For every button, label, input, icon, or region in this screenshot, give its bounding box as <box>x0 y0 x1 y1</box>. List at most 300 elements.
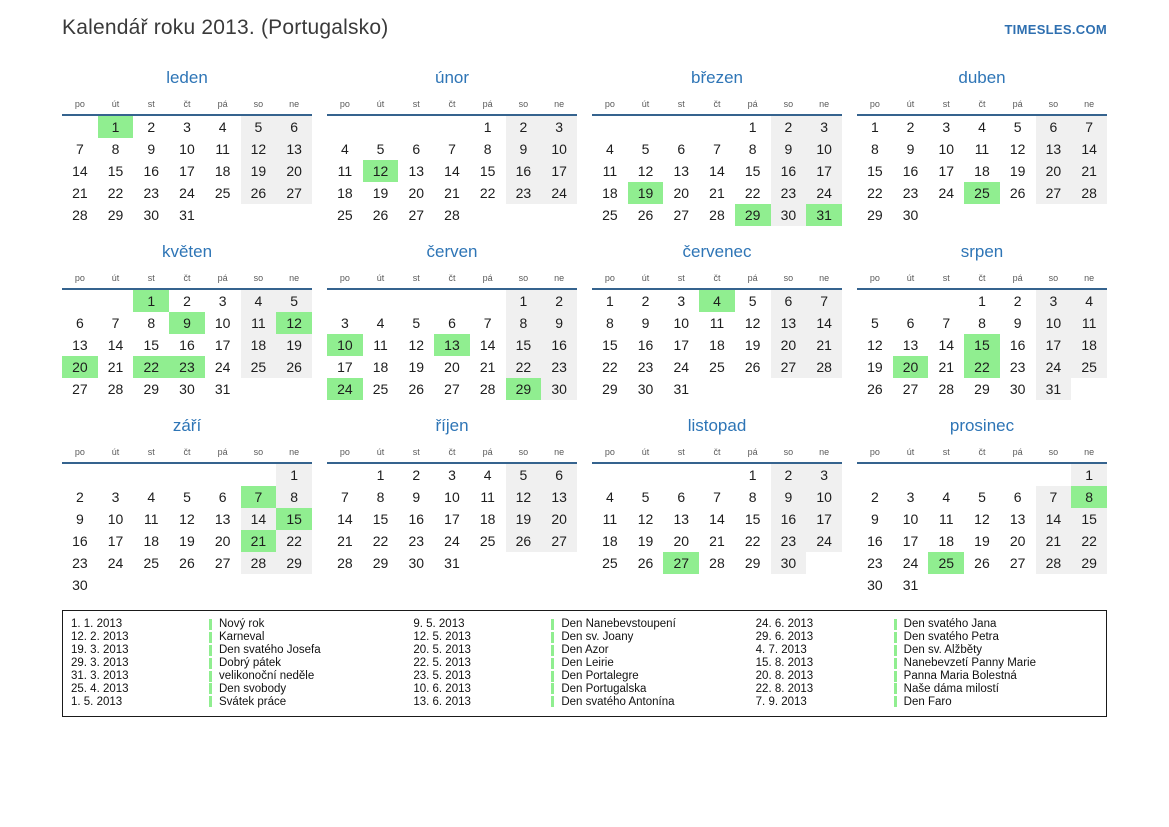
month-červenec <box>592 242 842 400</box>
weekday-header: pá <box>747 99 758 109</box>
holiday-marker-icon <box>894 645 897 656</box>
weekday-header: so <box>783 447 794 457</box>
day-cell: 11 <box>215 141 230 157</box>
day-cell: 12 <box>637 511 654 527</box>
legend-date: 12. 5. 2013 <box>413 631 471 644</box>
day-cell: 20 <box>444 359 460 375</box>
week-row <box>857 486 1107 508</box>
legend-date: 23. 5. 2013 <box>413 670 471 682</box>
empty-cell <box>276 574 312 596</box>
day-cell: 29 <box>1071 552 1107 574</box>
day-cell: 5 <box>506 463 542 486</box>
day-cell: 16 <box>408 511 425 527</box>
weekday-header: po <box>74 99 85 109</box>
day-cell: 18 <box>602 533 618 549</box>
day-cell: 19 <box>1009 163 1026 179</box>
week-row <box>857 182 1107 204</box>
day-cell: 16 <box>506 160 542 182</box>
weekday-header: so <box>253 447 264 457</box>
legend-date: 9. 5. 2013 <box>413 618 465 631</box>
day-cell: 5 <box>978 489 986 505</box>
weekday-header: st <box>412 99 420 109</box>
legend-holiday-name: Nový rok <box>219 618 265 631</box>
day-cell: 14 <box>709 511 725 527</box>
day-cell: 4 <box>340 141 349 157</box>
day-cell: 21 <box>1071 160 1107 182</box>
empty-cell <box>699 378 735 400</box>
legend-date: 19. 3. 2013 <box>71 644 129 657</box>
legend-holiday-name: Den Portugalska <box>561 682 647 695</box>
day-cell: 17 <box>902 533 919 549</box>
day-cell: 23 <box>902 185 919 201</box>
empty-cell <box>470 204 506 226</box>
legend-date: 20. 8. 2013 <box>755 670 814 682</box>
day-cell: 6 <box>276 115 312 138</box>
empty-cell <box>276 204 312 226</box>
weekday-header-row-wrap <box>327 268 577 289</box>
legend-item <box>71 682 413 695</box>
weekday-header: ne <box>554 99 565 109</box>
holiday-marker-icon <box>894 671 897 682</box>
day-cell: 10 <box>806 138 842 160</box>
weekday-header: po <box>604 273 615 283</box>
day-cell: 27 <box>541 530 577 552</box>
day-cell: 15 <box>506 334 542 356</box>
day-cell: 11 <box>1071 312 1107 334</box>
day-cell: 28 <box>241 552 277 574</box>
day-cell: 30 <box>1009 381 1026 397</box>
month-prosinec <box>857 416 1107 596</box>
week-row <box>857 463 1107 486</box>
legend-item <box>756 670 1098 683</box>
month-title: květen <box>161 242 213 261</box>
empty-cell <box>398 289 434 312</box>
day-cell: 21 <box>337 533 353 549</box>
day-cell: 23 <box>771 530 807 552</box>
legend-item <box>756 695 1098 708</box>
day-cell: 4 <box>241 289 277 312</box>
day-cell: 19 <box>974 533 990 549</box>
empty-cell <box>928 289 964 312</box>
day-cell: 11 <box>143 511 159 527</box>
day-cell: 14 <box>806 312 842 334</box>
weekday-header: po <box>869 99 880 109</box>
day-cell: 29 <box>867 207 883 223</box>
empty-cell <box>592 115 628 138</box>
day-cell: 22 <box>479 185 496 201</box>
week-row <box>857 508 1107 530</box>
empty-cell <box>470 289 506 312</box>
empty-cell <box>1000 574 1036 596</box>
day-cell: 28 <box>444 207 460 223</box>
day-cell: 4 <box>699 289 735 312</box>
day-cell: 29 <box>744 555 761 571</box>
empty-cell <box>327 289 363 312</box>
day-cell: 27 <box>276 182 312 204</box>
day-cell: 27 <box>771 356 807 378</box>
weekday-header-row-wrap <box>62 442 312 463</box>
weekday-header: pá <box>482 447 493 457</box>
weekday-header-row <box>592 442 842 463</box>
day-cell: 6 <box>448 315 456 331</box>
day-cell: 28 <box>1036 552 1072 574</box>
day-cell: 7 <box>448 141 456 157</box>
empty-cell <box>1036 204 1072 226</box>
day-cell: 1 <box>276 463 312 486</box>
day-cell: 31 <box>673 381 690 397</box>
day-cell: 19 <box>744 337 761 353</box>
day-cell: 16 <box>1009 337 1026 353</box>
weekday-header: čt <box>448 447 456 457</box>
day-cell: 24 <box>1036 356 1072 378</box>
day-cell: 5 <box>183 489 191 505</box>
day-cell: 7 <box>713 489 721 505</box>
day-cell: 6 <box>218 489 227 505</box>
week-row <box>62 552 312 574</box>
day-cell: 8 <box>483 141 492 157</box>
day-cell: 6 <box>412 141 421 157</box>
day-cell: 19 <box>408 359 425 375</box>
week-row <box>857 204 1107 226</box>
week-row <box>592 356 842 378</box>
week-row <box>857 378 1107 400</box>
week-row <box>857 138 1107 160</box>
empty-cell <box>98 463 134 486</box>
day-cell: 29 <box>506 378 542 400</box>
day-cell: 17 <box>107 533 124 549</box>
day-cell: 22 <box>744 533 761 549</box>
day-cell: 30 <box>143 207 160 223</box>
day-cell: 11 <box>373 337 388 353</box>
week-row <box>592 530 842 552</box>
weekday-header: čt <box>978 447 986 457</box>
weekday-header: ne <box>1084 447 1095 457</box>
day-cell: 7 <box>942 315 951 331</box>
day-cell: 22 <box>276 530 312 552</box>
day-cell: 1 <box>506 289 542 312</box>
weekday-header: ne <box>819 447 830 457</box>
empty-cell <box>241 378 277 400</box>
day-cell: 9 <box>75 511 84 527</box>
weekday-header-row <box>62 442 312 463</box>
day-cell: 13 <box>72 337 88 353</box>
day-cell: 13 <box>214 511 231 527</box>
legend-item <box>71 631 413 644</box>
day-cell: 16 <box>143 163 160 179</box>
day-cell: 5 <box>241 115 277 138</box>
legend-holiday-name: Den Portalegre <box>561 670 639 682</box>
empty-cell <box>699 115 735 138</box>
day-cell: 26 <box>637 207 654 223</box>
legend-item <box>71 644 413 657</box>
empty-cell <box>241 574 277 596</box>
holiday-marker-icon <box>209 658 212 669</box>
month-title: leden <box>166 68 208 87</box>
day-cell: 18 <box>938 533 955 549</box>
weekday-header: út <box>376 99 385 109</box>
day-cell: 19 <box>506 508 542 530</box>
empty-cell <box>363 289 399 312</box>
day-cell: 17 <box>337 359 353 375</box>
weekday-header-row-wrap <box>62 268 312 289</box>
empty-cell <box>928 574 964 596</box>
day-cell: 25 <box>709 359 725 375</box>
day-cell: 1 <box>748 119 757 135</box>
day-cell: 9 <box>771 486 807 508</box>
week-row <box>62 312 312 334</box>
day-cell: 22 <box>744 185 761 201</box>
day-cell: 15 <box>744 163 761 179</box>
weekday-header: út <box>641 447 650 457</box>
day-cell: 14 <box>938 337 955 353</box>
day-cell: 27 <box>902 381 919 397</box>
day-cell: 1 <box>376 467 385 483</box>
legend-item <box>413 631 755 644</box>
day-cell: 30 <box>867 577 883 593</box>
day-cell: 31 <box>214 381 231 397</box>
weekday-header: út <box>376 447 385 457</box>
day-cell: 13 <box>771 312 807 334</box>
week-row <box>857 356 1107 378</box>
weekday-header: so <box>518 99 529 109</box>
month-title: listopad <box>687 416 747 435</box>
month-table <box>857 268 1107 400</box>
month-title: červen <box>426 242 478 261</box>
day-cell: 24 <box>327 378 363 400</box>
weekday-header: čt <box>448 273 456 283</box>
weekday-header: čt <box>448 99 456 109</box>
day-cell: 18 <box>1071 334 1107 356</box>
day-cell: 8 <box>605 315 614 331</box>
day-cell: 10 <box>902 511 919 527</box>
weekday-header-row <box>857 268 1107 289</box>
weekday-header: st <box>677 99 685 109</box>
week-row <box>592 486 842 508</box>
legend-date: 22. 8. 2013 <box>755 682 814 695</box>
day-cell: 16 <box>541 334 577 356</box>
week-row <box>327 486 577 508</box>
legend-holiday-name: Nanebevzetí Panny Marie <box>903 657 1036 670</box>
weekday-header: út <box>906 99 915 109</box>
day-cell: 12 <box>276 312 312 334</box>
day-cell: 8 <box>1071 486 1107 508</box>
day-cell: 4 <box>978 119 986 135</box>
empty-cell <box>398 115 434 138</box>
legend-date: 22. 5. 2013 <box>413 657 471 670</box>
weekday-header: so <box>518 447 529 457</box>
day-cell: 14 <box>337 511 353 527</box>
day-cell: 26 <box>241 182 277 204</box>
week-row <box>327 289 577 312</box>
week-row <box>857 530 1107 552</box>
day-cell: 7 <box>713 141 721 157</box>
day-cell: 13 <box>434 334 470 356</box>
weekday-header: ne <box>289 273 300 283</box>
week-row <box>592 115 842 138</box>
empty-cell <box>928 204 964 226</box>
day-cell: 5 <box>276 289 312 312</box>
week-row <box>592 312 842 334</box>
holiday-marker-icon <box>209 683 212 694</box>
empty-cell <box>169 463 205 486</box>
month-days <box>592 463 842 574</box>
legend-item <box>71 618 413 631</box>
holiday-marker-icon <box>551 619 554 630</box>
weekday-header-row-wrap <box>592 94 842 115</box>
week-row <box>327 334 577 356</box>
weekday-header: so <box>253 273 264 283</box>
day-cell: 20 <box>771 334 807 356</box>
day-cell: 13 <box>408 163 425 179</box>
day-cell: 1 <box>483 119 492 135</box>
day-cell: 12 <box>974 511 990 527</box>
weekday-header: st <box>677 273 685 283</box>
day-cell: 12 <box>506 486 542 508</box>
months-grid <box>62 68 1107 596</box>
weekday-header: pá <box>1012 273 1023 283</box>
day-cell: 25 <box>479 533 496 549</box>
weekday-header: čt <box>183 447 191 457</box>
month-title: březen <box>691 68 743 87</box>
day-cell: 18 <box>479 511 496 527</box>
weekday-header: pá <box>747 447 758 457</box>
weekday-header-row <box>327 94 577 115</box>
day-cell: 5 <box>641 141 650 157</box>
day-cell: 30 <box>179 381 195 397</box>
day-cell: 21 <box>709 533 725 549</box>
month-days <box>327 289 577 400</box>
weekday-header: so <box>783 99 794 109</box>
day-cell: 17 <box>806 508 842 530</box>
weekday-header: ne <box>554 447 565 457</box>
day-cell: 22 <box>867 185 883 201</box>
day-cell: 3 <box>806 463 842 486</box>
month-days <box>857 289 1107 400</box>
day-cell: 10 <box>806 486 842 508</box>
day-cell: 3 <box>806 115 842 138</box>
day-cell: 15 <box>744 511 761 527</box>
empty-cell <box>205 574 241 596</box>
day-cell: 25 <box>602 555 618 571</box>
empty-cell <box>1071 574 1107 596</box>
day-cell: 26 <box>179 555 195 571</box>
weekday-header: ne <box>1084 99 1095 109</box>
month-table <box>62 94 312 226</box>
empty-cell <box>62 463 98 486</box>
day-cell: 29 <box>974 381 990 397</box>
day-cell: 23 <box>1009 359 1026 375</box>
day-cell: 24 <box>938 185 955 201</box>
day-cell: 14 <box>444 163 460 179</box>
day-cell: 30 <box>771 552 807 574</box>
empty-cell <box>205 463 241 486</box>
week-row <box>62 334 312 356</box>
weekday-header: so <box>1048 447 1059 457</box>
day-cell: 3 <box>677 293 686 309</box>
day-cell: 4 <box>605 141 614 157</box>
month-title: prosinec <box>949 416 1015 435</box>
day-cell: 10 <box>938 141 955 157</box>
month-title: říjen <box>435 416 469 435</box>
day-cell: 14 <box>479 337 496 353</box>
day-cell: 4 <box>218 119 227 135</box>
month-table <box>592 268 842 400</box>
day-cell: 22 <box>964 356 1000 378</box>
day-cell: 2 <box>906 119 915 135</box>
day-cell: 20 <box>1009 533 1026 549</box>
month-title: září <box>172 416 202 435</box>
weekday-header-row-wrap <box>857 442 1107 463</box>
day-cell: 30 <box>637 381 654 397</box>
weekday-header-row-wrap <box>857 268 1107 289</box>
legend-holiday-name: velikonoční neděle <box>219 670 315 682</box>
week-row <box>857 115 1107 138</box>
day-cell: 23 <box>506 182 542 204</box>
weekday-header: st <box>147 273 155 283</box>
weekday-header: so <box>1048 99 1059 109</box>
day-cell: 15 <box>867 163 883 179</box>
day-cell: 21 <box>938 359 955 375</box>
day-cell: 6 <box>541 463 577 486</box>
weekday-header: po <box>74 447 85 457</box>
day-cell: 24 <box>179 185 195 201</box>
legend-date: 20. 5. 2013 <box>413 644 471 657</box>
weekday-header: pá <box>217 273 228 283</box>
day-cell: 23 <box>408 533 425 549</box>
day-cell: 1 <box>748 467 757 483</box>
weekday-header: po <box>74 273 85 283</box>
week-row <box>327 138 577 160</box>
day-cell: 12 <box>179 511 195 527</box>
weekday-header: st <box>412 273 420 283</box>
day-cell: 21 <box>806 334 842 356</box>
holiday-marker-icon <box>209 632 212 643</box>
day-cell: 7 <box>483 315 492 331</box>
day-cell: 31 <box>1036 378 1072 400</box>
weekday-header-row <box>62 268 312 289</box>
day-cell: 28 <box>709 555 725 571</box>
day-cell: 1 <box>1071 463 1107 486</box>
day-cell: 17 <box>541 160 577 182</box>
week-row <box>327 356 577 378</box>
week-row <box>62 486 312 508</box>
legend-item <box>756 618 1098 631</box>
week-row <box>62 508 312 530</box>
legend-date: 7. 9. 2013 <box>755 695 807 708</box>
day-cell: 21 <box>1036 530 1072 552</box>
day-cell: 21 <box>444 185 460 201</box>
empty-cell <box>276 378 312 400</box>
empty-cell <box>327 115 363 138</box>
empty-cell <box>434 289 470 312</box>
day-cell: 27 <box>1009 555 1026 571</box>
day-cell: 21 <box>107 359 124 375</box>
day-cell: 18 <box>337 185 353 201</box>
day-cell: 5 <box>376 141 385 157</box>
legend-column <box>71 618 413 708</box>
day-cell: 9 <box>641 315 650 331</box>
weekday-header: út <box>641 99 650 109</box>
month-table <box>592 442 842 574</box>
day-cell: 28 <box>107 381 124 397</box>
empty-cell <box>735 378 771 400</box>
day-cell: 26 <box>372 207 389 223</box>
day-cell: 12 <box>408 337 425 353</box>
weekday-header: st <box>147 99 155 109</box>
brand-link[interactable]: TIMESLES.COM <box>1004 22 1107 37</box>
week-row <box>327 508 577 530</box>
empty-cell <box>699 463 735 486</box>
